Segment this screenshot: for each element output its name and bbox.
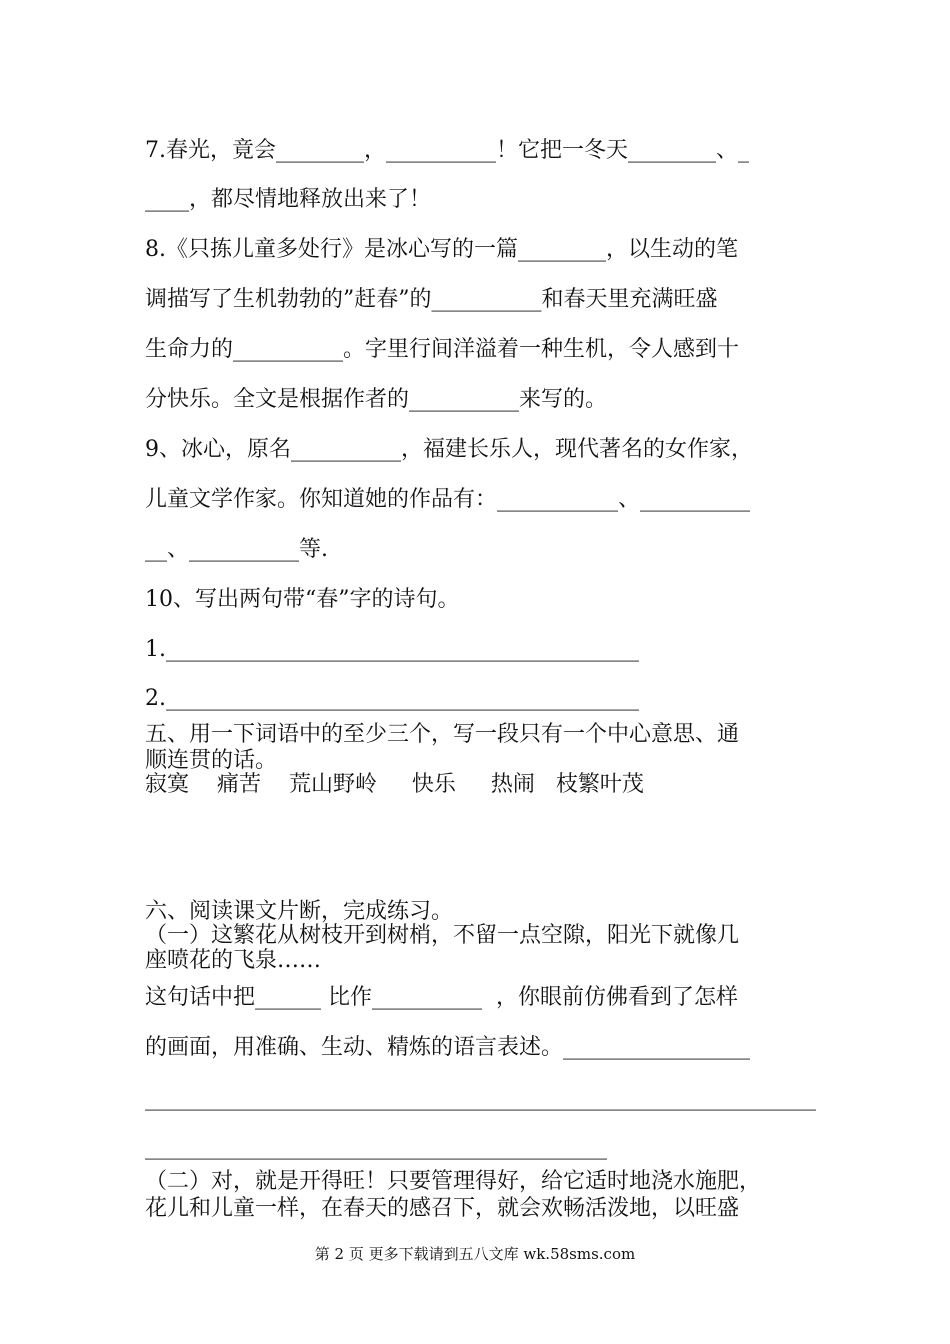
q9-line-2: 儿童文学作家。你知道她的作品有：___________、__________ (145, 487, 751, 512)
section5-heading-1: 五、用一下词语中的至少三个，写一段只有一个中心意思、通 (145, 722, 740, 747)
page-footer: 第 2 页 更多下载请到五八文库 wk.58sms.com (314, 1245, 636, 1263)
q8-line-1: 8.《只拣儿童多处行》是冰心写的一篇________，以生动的笔 (145, 237, 738, 262)
q10-answer-2: 2.___________________________________________ (145, 686, 639, 711)
passage1-question-2: 的画面，用准确、生动、精炼的语言表述。_________________ (145, 1035, 751, 1060)
q7-line-1: 7.春光，竟会________，__________！它把一冬天________、_ (145, 138, 749, 163)
passage1-line-1: （一）这繁花从树枝开到树梢，不留一点空隙，阳光下就像几 (145, 923, 740, 948)
q10-line-1: 10、写出两句带“春”字的诗句。 (145, 587, 460, 612)
answer-blank-line-1: _____________________________________________________________ (145, 1086, 816, 1111)
q10-answer-1: 1.___________________________________________ (145, 637, 639, 662)
q8-line-3: 生命力的__________。字里行间洋溢着一种生机，令人感到十 (145, 337, 740, 362)
section6-heading: 六、阅读课文片断，完成练习。 (145, 899, 454, 924)
q9-line-1: 9、冰心，原名__________，福建长乐人，现代著名的女作家， (145, 437, 753, 462)
passage1-question-1: 这句话中把______ 比作__________ ，你眼前仿佛看到了怎样 (145, 985, 738, 1010)
q8-line-2: 调描写了生机勃勃的”赶春”的__________和春天里充满旺盛 (145, 287, 718, 312)
q8-line-4: 分快乐。全文是根据作者的__________来写的。 (145, 387, 608, 412)
answer-blank-line-2: __________________________________________ (145, 1135, 607, 1160)
section5-heading-2: 顺连贯的话。 (145, 748, 278, 773)
q7-line-2: ____，都尽情地释放出来了！ (145, 187, 432, 212)
section5-word-list: 寂寞 痛苦 荒山野岭 快乐 热闹 枝繁叶茂 (145, 772, 644, 797)
passage2-line-2: 花儿和儿童一样，在春天的感召下，就会欢畅活泼地，以旺盛 (145, 1196, 740, 1221)
passage2-line-1: （二）对，就是开得旺！只要管理得好，给它适时地浇水施肥， (145, 1169, 762, 1194)
passage1-line-2: 座喷花的飞泉…… (145, 948, 322, 973)
q9-line-3: __、__________等. (145, 537, 328, 562)
